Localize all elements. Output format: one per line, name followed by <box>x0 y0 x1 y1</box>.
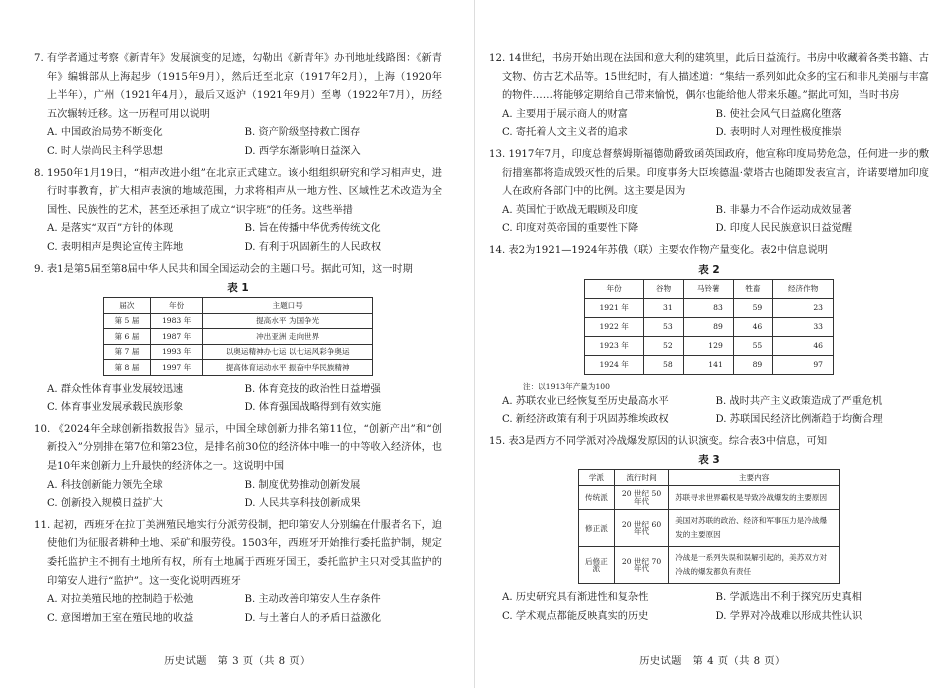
option-a: A. 是落实“双百”方针的体现 <box>47 223 174 235</box>
table-cell: 20 世纪 50 年代 <box>614 486 668 510</box>
table-cell: 141 <box>683 355 733 374</box>
question-stem: 10. 《2024年全球创新指数报告》显示，中国全球创新力排名第11位，“创新产出”和“创新投入”分别排在第7位和第23位，是排名前30位的经济体中唯一的中等收入经济体，也是10年来创新力上升最快的经济体之一。这说明中国 <box>34 423 442 472</box>
table-row <box>104 360 373 376</box>
option-d: D. 印度人民民族意识日益觉醒 <box>715 223 853 235</box>
option-a: A. 中国政治局势不断变化 <box>47 127 163 139</box>
option-d: D. 学界对冷战难以形成共性认识 <box>715 610 863 622</box>
table-cell: 修正派 <box>579 510 615 547</box>
question-9 <box>34 261 442 418</box>
option-d: D. 与土著白人的矛盾日益激化 <box>244 612 382 624</box>
option-d: D. 有利于巩固新生的人民政权 <box>244 241 382 253</box>
option-a: A. 对拉美殖民地的控制趋于松弛 <box>47 594 194 606</box>
option-b: B. 使社会风气日益腐化堕落 <box>715 108 842 120</box>
question-stem: 7. 有学者通过考察《新青年》发展演变的足迹，勾勒出《新青年》办刊地址线路图：《新青年》编辑部从上海起步（1915年9月），然后迁至北京（1917年2月），上海（1920年上半年），广州（1921年4月），最后又返沪（1921年9月）至粤（1922年7月），历经五次辗转迁移。这一历程可用以说明 <box>34 53 442 120</box>
table-row <box>585 336 834 355</box>
option-a: A. 主要用于展示商人的财富 <box>502 108 628 120</box>
page-footer: 历史试题 第 4 页（共 8 页） <box>639 656 786 667</box>
option-c: C. 时人崇尚民主科学思想 <box>47 145 163 157</box>
table-header-cell: 年份 <box>150 298 202 314</box>
option-d: D. 人民共享科技创新成果 <box>244 498 361 510</box>
option-c: C. 表明相声是舆论宣传主阵地 <box>47 241 184 253</box>
table-cell: 20 世纪 70 年代 <box>614 547 668 584</box>
page-footer: 历史试题 第 3 页（共 8 页） <box>164 656 311 667</box>
options-grid <box>489 106 929 143</box>
option-b: B. 非暴力不合作运动成效显著 <box>715 204 852 216</box>
question-15 <box>489 433 929 627</box>
table-row <box>104 313 373 329</box>
table-header-cell: 主题口号 <box>203 298 373 314</box>
table-header-cell: 年份 <box>585 279 644 298</box>
table-title: 表 3 <box>698 454 720 467</box>
table-header-cell: 流行时间 <box>614 470 668 486</box>
table-cell: 52 <box>644 336 683 355</box>
table-cell: 冷战是一系列失误和误解引起的，美苏双方对冷战的爆发都负有责任 <box>669 547 840 584</box>
table-title: 表 2 <box>698 263 720 276</box>
table-row <box>585 317 834 336</box>
question-14 <box>489 242 929 430</box>
option-a: A. 英国忙于欧战无暇顾及印度 <box>502 204 639 216</box>
table-header-cell: 届次 <box>104 298 151 314</box>
table-cell: 提高水平 为国争光 <box>203 313 373 329</box>
table-header-row <box>579 470 840 486</box>
table-header-cell: 主要内容 <box>669 470 840 486</box>
option-b: B. 战时共产主义政策造成了严重危机 <box>715 395 883 407</box>
table-header-cell: 谷物 <box>644 279 683 298</box>
table-title: 表 1 <box>227 282 249 295</box>
option-d: D. 体育强国战略得到有效实施 <box>244 402 382 414</box>
table-cell: 1997 年 <box>150 360 202 376</box>
question-stem: 15. 表3是西方不同学派对冷战爆发原因的认识演变。综合表3中信息，可知 <box>489 435 828 447</box>
question-stem: 8. 1950年1月19日，“相声改进小组”在北京正式建立。该小组组织研究和学习相声史，进行时事教育，扩大相声表演的地域范围，力求将相声从一地方性、区域性艺术改造为全国性、民族性的艺术，甚至还承担了成立“识字班”的任务。这些举措 <box>34 167 442 216</box>
table-cell: 后修正派 <box>579 547 615 584</box>
option-a: A. 历史研究具有渐进性和复杂性 <box>502 592 649 604</box>
table-cell: 46 <box>773 336 834 355</box>
table-cell: 89 <box>733 355 772 374</box>
question-stem: 12. 14世纪，书房开始出现在法国和意大利的建筑里，此后日益流行。书房中收藏着各类书籍、古文物、仿古艺术品等。15世纪时，有人描述道：“集结一系列如此众多的宝石和非凡美丽与丰富的物件……将能够定期给自己带来愉悦，偶尔也能给他人带来乐趣。”据此可知，当时书房 <box>489 53 929 102</box>
table-cell: 31 <box>644 298 683 317</box>
option-d: D. 西学东渐影响日益深入 <box>244 145 361 157</box>
option-b: B. 体育竞技的政治性日益增强 <box>244 383 381 395</box>
table-cell: 23 <box>773 298 834 317</box>
table-cell: 第 6 届 <box>104 329 151 345</box>
table-cell: 59 <box>733 298 772 317</box>
option-b: B. 旨在传播中华优秀传统文化 <box>244 223 381 235</box>
table-row <box>579 510 840 547</box>
option-b: B. 学派选出不利于探究历史真相 <box>715 592 862 604</box>
table-header-row <box>585 279 834 298</box>
option-b: B. 制度优势推动创新发展 <box>244 479 361 491</box>
option-a: A. 群众性体育事业发展较迅速 <box>47 383 184 395</box>
table-cell: 89 <box>683 317 733 336</box>
option-c: C. 学术观点都能反映真实的历史 <box>502 610 649 622</box>
question-stem: 9. 表1是第5届至第8届中华人民共和国全国运动会的主题口号。据此可知，这一时期 <box>34 263 413 275</box>
option-c: C. 创新投入规模日益扩大 <box>47 498 163 510</box>
question-stem: 14. 表2为1921—1924年苏俄（联）主要农作物产量变化。表2中信息说明 <box>489 244 828 256</box>
table-row <box>104 329 373 345</box>
table-3 <box>578 469 840 584</box>
table-cell: 1987 年 <box>150 329 202 345</box>
table-row <box>579 486 840 510</box>
table-cell: 冲出亚洲 走向世界 <box>203 329 373 345</box>
table-cell: 以奥运精神办七运 以七运风彩争奥运 <box>203 344 373 360</box>
question-10 <box>34 421 442 514</box>
table-row <box>579 547 840 584</box>
table-cell: 129 <box>683 336 733 355</box>
table-cell: 第 8 届 <box>104 360 151 376</box>
table-header-cell: 经济作物 <box>773 279 834 298</box>
table-cell: 53 <box>644 317 683 336</box>
table-cell: 83 <box>683 298 733 317</box>
table-header-cell: 马铃薯 <box>683 279 733 298</box>
table-cell: 33 <box>773 317 834 336</box>
option-c: C. 新经济政策有利于巩固苏维埃政权 <box>502 414 669 426</box>
table-cell: 55 <box>733 336 772 355</box>
options-grid <box>34 477 442 514</box>
table-cell: 1923 年 <box>585 336 644 355</box>
table-cell: 46 <box>733 317 772 336</box>
table-row <box>104 344 373 360</box>
table-cell: 20 世纪 60 年代 <box>614 510 668 547</box>
table-cell: 1983 年 <box>150 313 202 329</box>
options-grid <box>34 381 442 418</box>
table-1 <box>103 297 373 376</box>
table-header-row <box>104 298 373 314</box>
table-note: 注：以1913年产量为100 <box>523 381 610 391</box>
option-d: D. 苏联国民经济比例渐趋于均衡合理 <box>715 414 883 426</box>
options-grid <box>489 393 929 430</box>
table-row <box>585 355 834 374</box>
right-column <box>489 50 929 630</box>
question-13 <box>489 146 929 239</box>
left-column <box>34 50 442 631</box>
question-8 <box>34 165 442 258</box>
table-cell: 58 <box>644 355 683 374</box>
table-header-cell: 学派 <box>579 470 615 486</box>
table-cell: 苏联寻求世界霸权是导致冷战爆发的主要原因 <box>669 486 840 510</box>
table-cell: 传统派 <box>579 486 615 510</box>
table-cell: 第 7 届 <box>104 344 151 360</box>
option-a: A. 科技创新能力领先全球 <box>47 479 163 491</box>
option-c: C. 体育事业发展承载民族形象 <box>47 402 184 414</box>
table-2 <box>584 279 834 375</box>
options-grid <box>34 591 442 628</box>
table-cell: 1993 年 <box>150 344 202 360</box>
table-cell: 1922 年 <box>585 317 644 336</box>
options-grid <box>34 124 442 161</box>
question-11 <box>34 517 442 629</box>
table-cell: 提高体育运动水平 振奋中华民族精神 <box>203 360 373 376</box>
table-cell: 1921 年 <box>585 298 644 317</box>
options-grid <box>34 220 442 257</box>
table-cell: 第 5 届 <box>104 313 151 329</box>
question-stem: 13. 1917年7月，印度总督蔡姆斯福德勋爵致函英国政府，他宣称印度局势危急，任何进一步的敷衍措塞都将造成毁灭性的后果。印度事务大臣埃德温·蒙塔古也随即发表宣言，许诺要增加印度人在政府各部门中的比例。这主要是因为 <box>489 148 929 198</box>
option-a: A. 苏联农业已经恢复至历史最高水平 <box>502 395 669 407</box>
options-grid <box>489 589 929 626</box>
option-c: C. 印度对英帝国的重要性下降 <box>502 223 639 235</box>
table-cell: 1924 年 <box>585 355 644 374</box>
question-stem: 11. 起初，西班牙在拉丁美洲殖民地实行分派劳役制，把印第安人分别编在什服者名下，迫使他们为征服者耕种土地、采矿和服劳役。1503年，西班牙开始推行委托监护制，规定委托监护主不拥有土地所有权，所有土地属于西班牙国王，委托监护主只对受其监护的印第安人进行“监护”。这一变化说明西班牙 <box>34 519 442 587</box>
option-c: C. 寄托着人文主义者的追求 <box>502 127 628 139</box>
table-cell: 美国对苏联的政治、经济和军事压力是冷战爆发的主要原因 <box>669 510 840 547</box>
table-header-cell: 牲畜 <box>733 279 772 298</box>
option-d: D. 表明时人对理性极度推崇 <box>715 127 842 139</box>
question-7 <box>34 50 442 162</box>
table-row <box>585 298 834 317</box>
question-12 <box>489 50 929 143</box>
options-grid <box>489 202 929 239</box>
right-page <box>475 0 950 688</box>
table-cell: 97 <box>773 355 834 374</box>
option-c: C. 意图增加王室在殖民地的收益 <box>47 612 194 624</box>
option-b: B. 主动改善印第安人生存条件 <box>244 594 381 606</box>
option-b: B. 资产阶级坚持救亡图存 <box>244 127 361 139</box>
